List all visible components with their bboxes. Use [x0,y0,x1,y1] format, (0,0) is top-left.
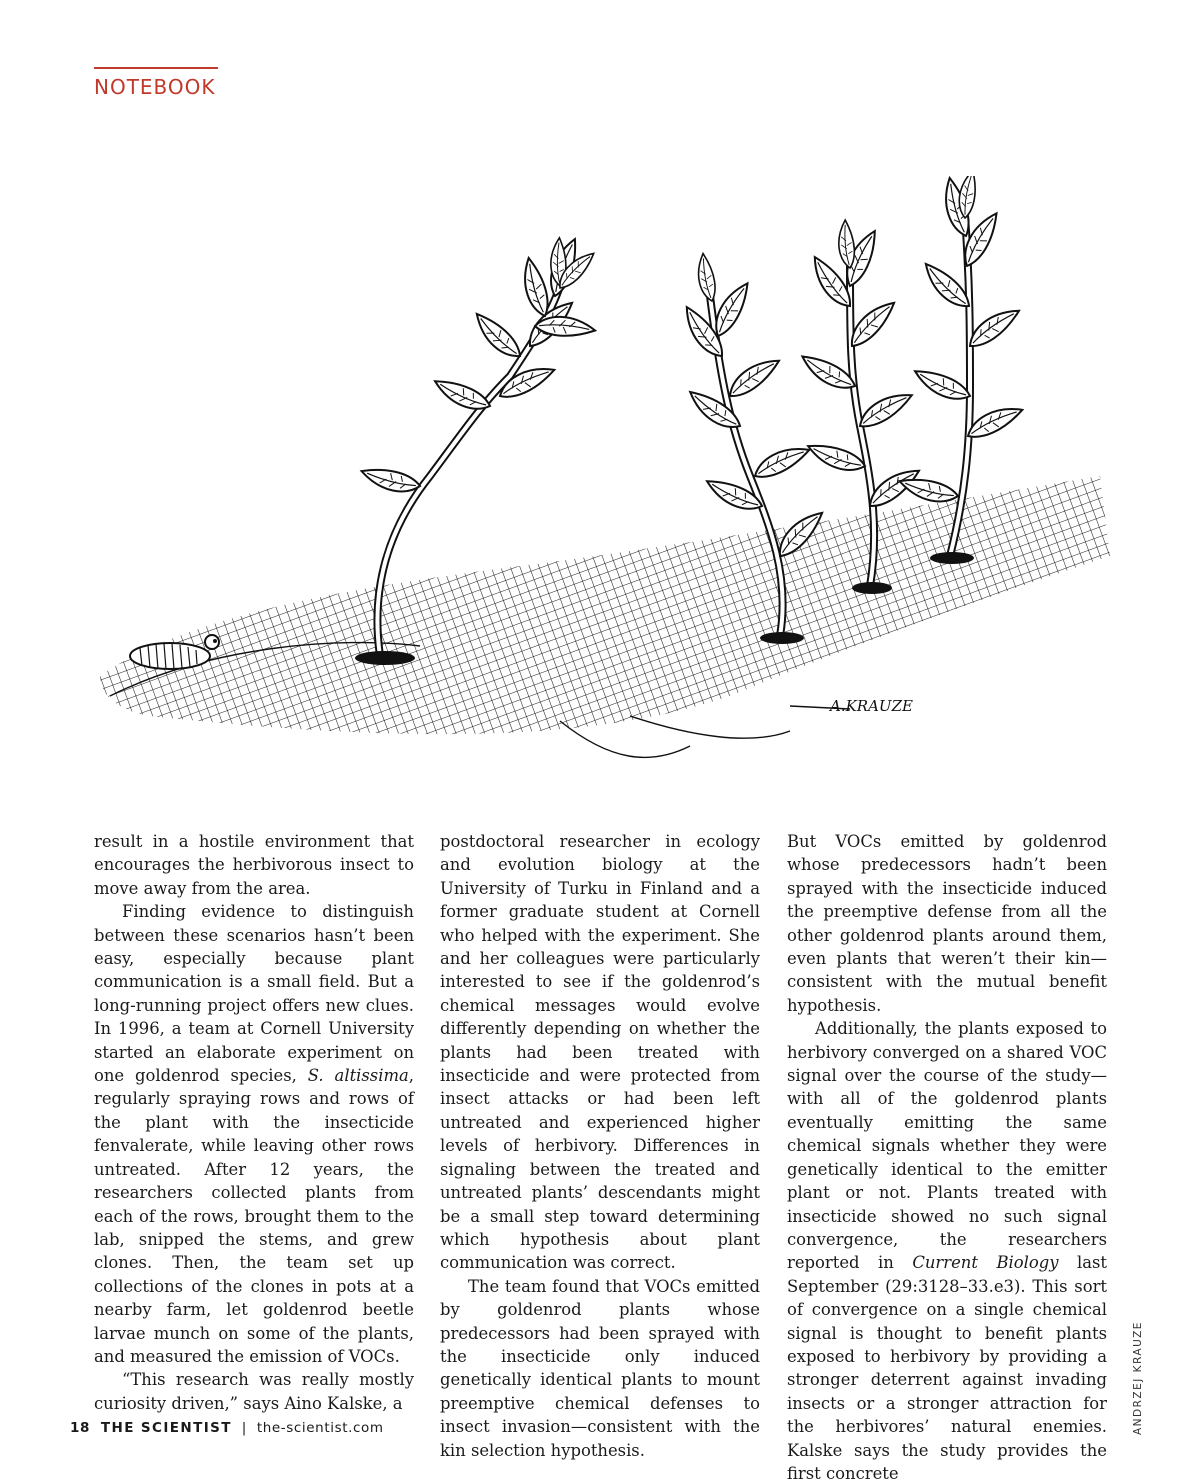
col1-paragraph-1: result in a hostile environment that encourages the herbivorous insect to move away from the area. [94,832,414,898]
section-label: NOTEBOOK [94,75,216,99]
col3-p2-text: Additionally, the plants exposed to herbivory converged on a shared VOC signal over the course of the study—with all of the goldenrod plants eventually emitting the same chemical signals whether they were genetically identical to the emitter plant or not. Plants treated with insecticide showed no such signal convergence, the researchers reported in [787,1019,1107,1273]
col1-p2-text: Finding evidence to distinguish between these scenarios hasn’t been easy, especially because plant communication is a small field. But a long-running project offers new clues. In 1996, a team at Cornell University started an elaborate experiment on one goldenrod species, [94,902,414,1086]
illustration-credit [1132,1275,1146,1435]
illustration-credit-text: ANDRZEJ KRAUZE [1132,1321,1144,1435]
col1-paragraph-3: “This research was really mostly curiosity driven,” says Aino Kalske, a [94,1370,414,1413]
illustration-drawing [90,176,1120,776]
col2-paragraph-1: postdoctoral researcher in ecology and evolution biology at the University of Turku in Finland and a former graduate student at Cornell who helped with the experiment. She and her colleagues were particularly interested to see if the goldenrod’s chemical messages would evolve differently depending on whether the plants had been treated with insecticide and were protected from insect attacks or had been left untreated and experienced higher levels of herbivory. Differences in signaling between the treated and untreated plants’ descendants might be a small step toward determining which hypothesis about plant communication was correct. [440,832,760,1273]
species-name: S. altissima [307,1066,409,1086]
article-column-3 [787,830,1107,1482]
col2-paragraph-2: The team found that VOCs emitted by goldenrod plants whose predecessors had been sprayed with the insecticide only induced genetically identical plants to mount preemptive chemical defenses to insect invasion—consistent with the kin selection hypothesis. [440,1276,760,1460]
journal-name: Current Biology [912,1253,1059,1273]
col3-paragraph-2 [787,1017,1107,1482]
page-number: 18 [70,1420,90,1436]
col1-p2-rest: , regularly spraying rows and rows of the plant with the insecticide fenvalerate, while leaving other rows untreated. After 12 years, the researchers collected plants from each of the rows, brought them to the lab, snipped the stems, and grew clones. Then, the team set up collections of the clones in pots at a nearby farm, let goldenrod beetle larvae munch on some of the plants, and measured the emission of VOCs. [94,1066,414,1366]
goldenrod-illustration [90,176,1120,776]
article-column-1 [94,830,414,1415]
col3-paragraph-1: But VOCs emitted by goldenrod whose predecessors hadn’t been sprayed with the insecticide induced the preemptive defense from all the other goldenrod plants around them, even plants that weren’t their kin—consistent with the mutual benefit hypothesis. [787,832,1107,1015]
magazine-name: THE SCIENTIST [100,1420,232,1436]
section-rule [94,67,218,69]
col1-paragraph-2 [94,900,414,1368]
page-footer [70,1420,384,1436]
article-column-2 [440,830,760,1462]
website-url: the-scientist.com [256,1420,384,1436]
artist-signature: A.KRAUZE [830,697,913,715]
footer-separator: | [241,1420,247,1436]
col3-p2-rest: last September (29:3128–33.e3). This sort of convergence on a single chemical signal is thought to benefit plants exposed to herbivory by providing a stronger deterrent against invading insects or a stronger attraction for the herbivores’ natural enemies. Kalske says the study provides the first concrete [787,1253,1107,1482]
